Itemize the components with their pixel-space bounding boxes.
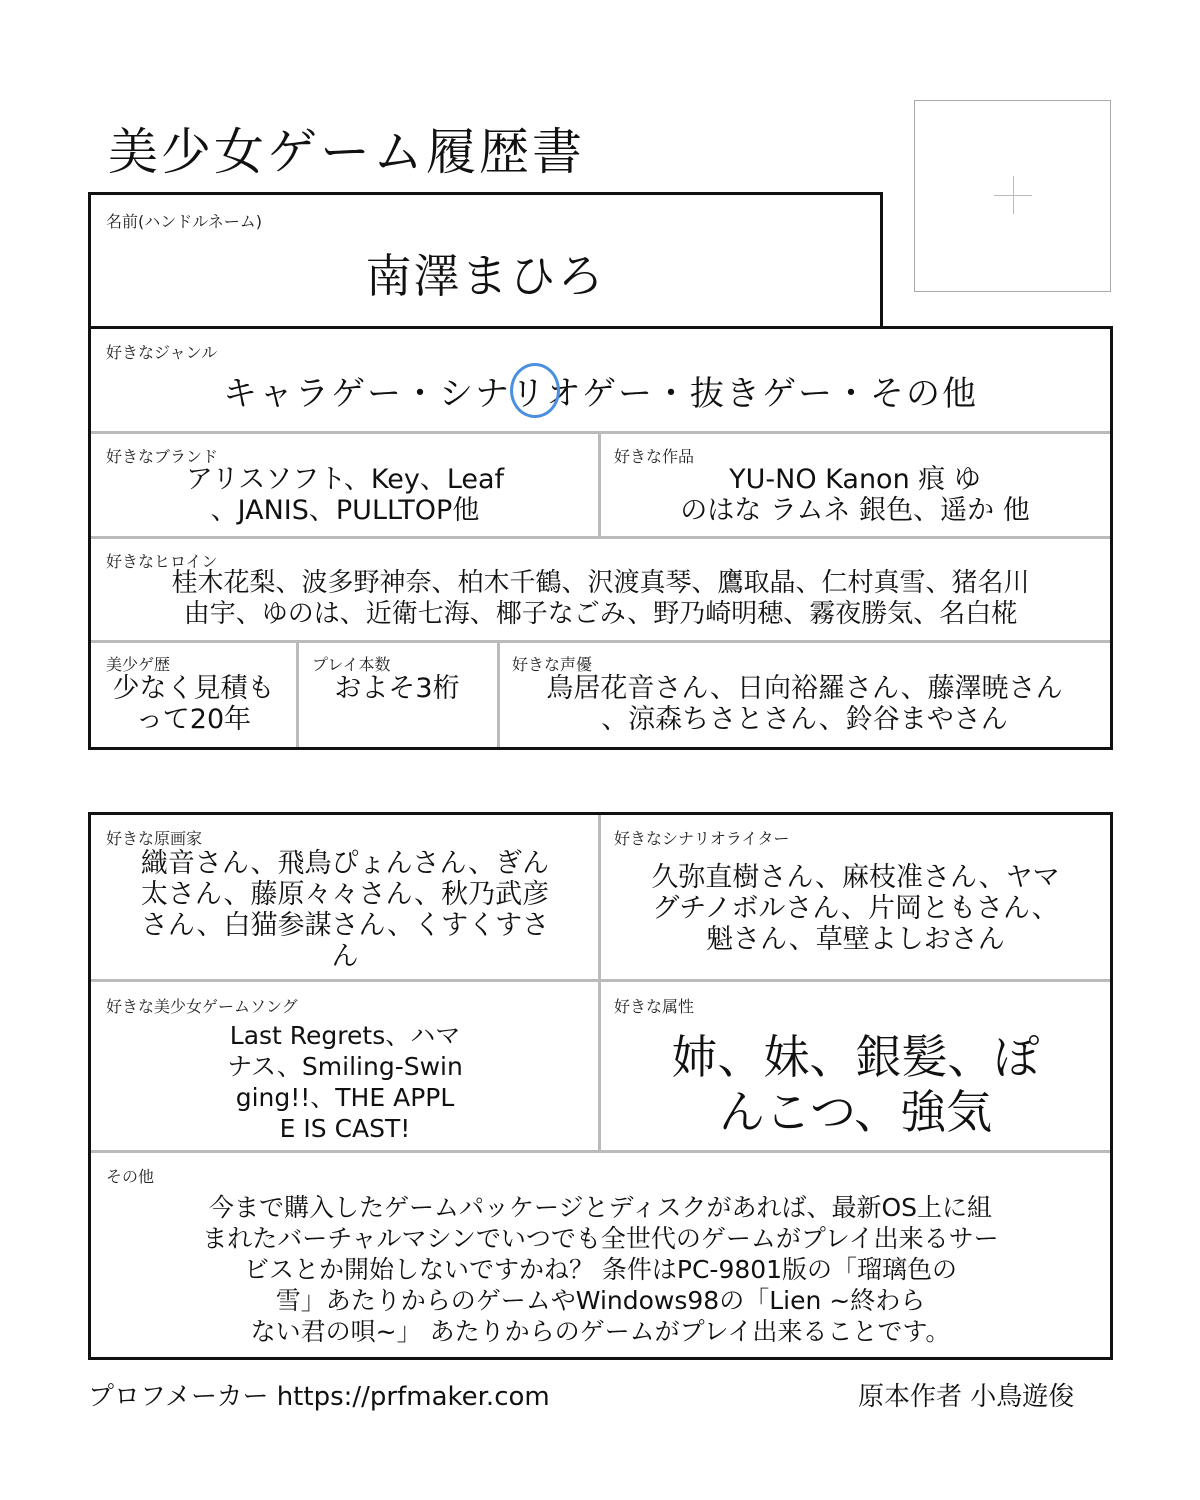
works-value[interactable]: YU-NO Kanon 痕 ゆ のはな ラムネ 銀色、遥か 他 xyxy=(680,464,1030,526)
divider xyxy=(91,536,1110,539)
genre-label: 好きなジャンル xyxy=(106,343,218,362)
divider xyxy=(598,434,601,536)
works-label: 好きな作品 xyxy=(614,447,695,466)
artist-label: 好きな原画家 xyxy=(106,829,203,848)
heroine-label: 好きなヒロイン xyxy=(106,552,218,571)
other-value[interactable]: 今まで購入したゲームパッケージとディスクがあれば、最新OS上に組 まれたバーチャルマシンでいつでも全世代のゲームがプレイ出来るサー ビスとか開始しないですかね？ 条件はPC-9801版の「瑠璃色の 雪」あたりからのゲームやWindows98の「Lien ~終わら ない君の唄~」 あたりからのゲームがプレイ出来ることです。 xyxy=(202,1193,999,1346)
voice-actor-value[interactable]: 鳥居花音さん、日向裕羅さん、藤澤暁さん 、涼森ちさとさん、鈴谷まやさん xyxy=(546,673,1063,735)
name-label: 名前(ハンドルネーム) xyxy=(106,212,263,231)
artist-value[interactable]: 織音さん、飛鳥ぴょんさん、ぎん 太さん、藤原々々さん、秋乃武彦 さん、白猫参謀さん、くすくすさ ん xyxy=(140,848,550,972)
name-value[interactable]: 南澤まひろ xyxy=(365,249,606,303)
heroine-value[interactable]: 桂木花梨、波多野神奈、柏木千鶴、沢渡真琴、鷹取晶、仁村真雪、猪名川 由宇、ゆのは、近衛七海、椰子なごみ、野乃崎明穂、霧夜勝気、名白椛 xyxy=(171,568,1030,629)
song-label: 好きな美少女ゲームソング xyxy=(106,997,298,1016)
brand-label: 好きなブランド xyxy=(106,447,219,466)
footer-author: 原本作者 小鳥遊俊 xyxy=(858,1382,1075,1412)
voice-actor-label: 好きな声優 xyxy=(512,655,593,674)
plus-icon-stem xyxy=(1013,176,1014,214)
divider xyxy=(497,643,500,747)
attribute-value[interactable]: 姉、妹、銀髪、ぽ んこつ、強気 xyxy=(671,1030,1040,1139)
divider xyxy=(91,640,1110,643)
divider xyxy=(598,815,601,1150)
other-label: その他 xyxy=(106,1167,155,1186)
writer-label: 好きなシナリオライター xyxy=(614,829,790,848)
selection-circle xyxy=(510,363,560,418)
brand-value[interactable]: アリスソフト、Key、Leaf 、JANIS、PULLTOP他 xyxy=(185,464,505,526)
play-count-label: プレイ本数 xyxy=(312,655,391,674)
history-label: 美少ゲ歴 xyxy=(106,655,171,674)
history-value[interactable]: 少なく見積も って20年 xyxy=(112,673,275,735)
play-count-value[interactable]: およそ3桁 xyxy=(334,673,460,704)
genre-value[interactable]: キャラゲー・シナリオゲー・抜きゲー・その他 xyxy=(223,374,978,414)
divider xyxy=(91,1150,1110,1153)
song-value[interactable]: Last Regrets、ハマ ナス、Smiling-Swin ging!!、THE APPL E IS CAST! xyxy=(227,1021,463,1143)
footer-maker-link[interactable]: プロフメーカー https://prfmaker.com xyxy=(88,1382,550,1412)
page-title: 美少女ゲーム履歴書 xyxy=(108,123,585,181)
attribute-label: 好きな属性 xyxy=(614,997,695,1016)
writer-value[interactable]: 久弥直樹さん、麻枝准さん、ヤマ グチノボルさん、片岡ともさん、 魁さん、草壁よしおさん xyxy=(651,862,1060,955)
